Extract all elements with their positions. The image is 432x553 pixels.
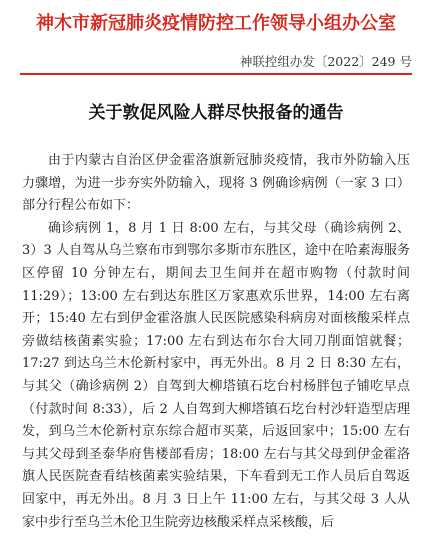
notice-title: 关于敦促风险人群尽快报备的通告 — [88, 103, 344, 123]
body-text — [22, 150, 410, 534]
case-paragraph: 确诊病例 1，8 月 1 日 8:00 左右，与其父母（确诊病例 2、3）3 人自驾从乌兰察布市到鄂尔多斯市东胜区，途中在哈素海服务区停留 10 分钟左右，期间去卫生间并在超市购物（付款时间 11:29）；13:00 左右到达东胜区万家惠欢乐世界，14:00 左右离开；15:40 左右到伊金霍洛旗人民医院感染科病房对面核酸采样点旁做结核菌素实验；17:00 左右到达布尔台大同刀削面馆就餐；17:27 到达乌兰木伦新村家中，再无外出。8 月 2 日 8:30 左右，与其父（确诊病例 2）自驾到大柳塔镇石圪台村杨胖包子铺吃早点（付款时间 8:33），后 2 人自驾到大柳塔镇石圪台村沙轩造型店理发，到乌兰木伦新村京东综合超市买菜，后返回家中；15:00 左右与其父母到圣泰华府售楼部看房；18:00 左右与其父母到伊金霍洛旗人民医院查看结核菌素实验结果，下车看到无工作人员后自驾返回家中，再无外出。8 月 3 日上午 11:00 左右，与其父母 3 人从家中步行至乌兰木伦卫生院旁边核酸采样点采核酸，后 — [22, 220, 410, 530]
red-divider-line — [20, 73, 412, 75]
intro-paragraph: 由于内蒙古自治区伊金霍洛旗新冠肺炎疫情，我市外防输入压力骤增，为进一步夯实外防输入，现将 3 例确诊病例（一家 3 口）部分行程公布如下： — [22, 153, 410, 214]
document-number: 神联控组办发〔2022〕249 号 — [239, 54, 412, 69]
issuer-header: 神木市新冠肺炎疫情防控工作领导小组办公室 — [36, 13, 396, 34]
